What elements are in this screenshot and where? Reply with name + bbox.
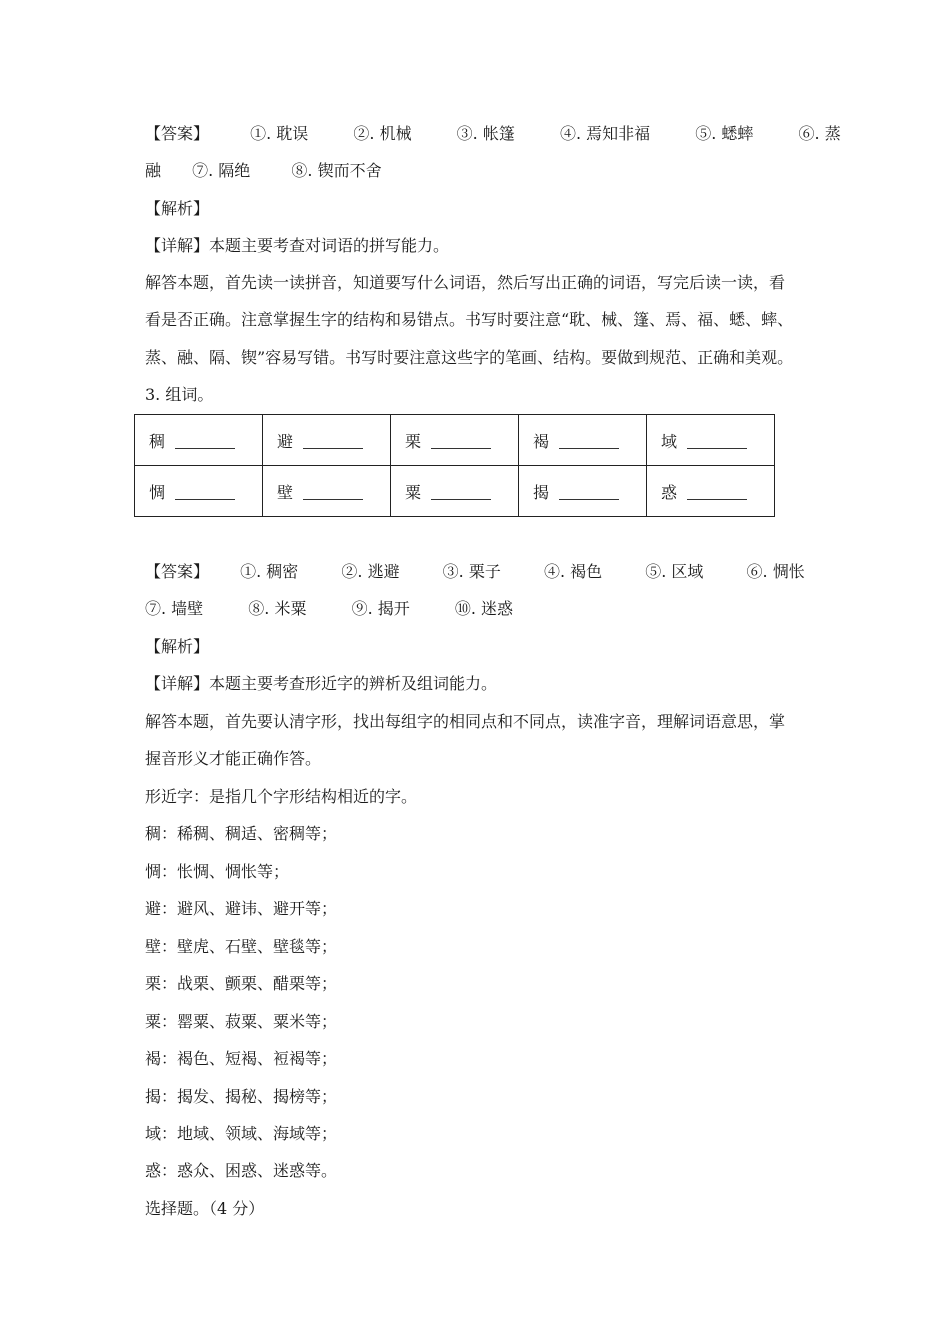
answer-item: ⑧. 米粟: [248, 599, 307, 618]
answer-line-2: [145, 598, 810, 620]
word-grid-table: [134, 414, 775, 517]
word-list-item: 壁：壁虎、石壁、壁毯等；: [145, 937, 338, 956]
paragraph: 解答本题，首先读一读拼音，知道要写什么词语，然后写出正确的词语，写完后读一读，看: [145, 273, 786, 292]
answer-item: ⑧. 锲而不舍: [291, 161, 382, 180]
table-cell: [263, 415, 391, 466]
table-cell: [135, 415, 263, 466]
table-cell: [647, 415, 775, 466]
cell-char: 惑: [661, 482, 678, 502]
paragraph: 解答本题，首先要认清字形，找出每组字的相同点和不同点，读准字音，理解词语意思，掌: [145, 712, 786, 731]
paragraph: 看是否正确。注意掌握生字的结构和易错点。书写时要注意“耽、械、篷、焉、福、蟋、蟀、: [145, 310, 794, 329]
cell-char: 惆: [149, 482, 166, 502]
word-list-item: 稠：稀稠、稠适、密稠等；: [145, 824, 338, 843]
answer-label: 【答案】: [145, 124, 210, 143]
word-list-item: 避：避风、避讳、避开等；: [145, 899, 338, 918]
analysis-label: 【解析】: [145, 199, 210, 218]
answer-item: ②. 机械: [353, 124, 412, 143]
answer-label: 【答案】: [145, 562, 210, 581]
cell-char: 壁: [277, 482, 294, 502]
answer-item: ③. 帐篷: [456, 124, 515, 143]
answer-item: ⑥. 蒸: [798, 124, 841, 143]
cell-char: 避: [277, 431, 294, 451]
word-list-item: 域：地域、领域、海域等；: [145, 1124, 338, 1143]
cell-char: 粟: [405, 482, 422, 502]
answer-item: ②. 逃避: [341, 562, 400, 581]
answer-blank[interactable]: [687, 436, 747, 449]
answer-item: ①. 耽误: [250, 124, 309, 143]
answer-item: ⑥. 惆怅: [746, 562, 805, 581]
answer-line-1: [145, 123, 841, 145]
table-cell: [391, 466, 519, 517]
word-list-item: 惑：惑众、困惑、迷惑等。: [145, 1161, 338, 1180]
table-cell: [263, 466, 391, 517]
answer-line-1: [145, 561, 810, 583]
answer-blank[interactable]: [303, 487, 363, 500]
cell-char: 域: [661, 431, 678, 451]
cell-char: 褐: [533, 431, 550, 451]
detail-text: 【详解】本题主要考查形近字的辨析及组词能力。: [145, 674, 498, 693]
table-cell: [647, 466, 775, 517]
word-list-item: 揭：揭发、揭秘、揭榜等；: [145, 1087, 338, 1106]
answer-item: ④. 焉知非福: [559, 124, 651, 143]
answer-blank[interactable]: [175, 436, 235, 449]
answer-item: ①. 稠密: [240, 562, 299, 581]
table-cell: [519, 415, 647, 466]
table-row: [135, 415, 775, 466]
answer-item: ⑤. 蟋蟀: [695, 124, 754, 143]
answer-blank[interactable]: [559, 487, 619, 500]
answer-item: 融: [145, 161, 162, 180]
answer-item: ④. 褐色: [543, 562, 603, 581]
cell-char: 揭: [533, 482, 550, 502]
answer-blank[interactable]: [431, 487, 491, 500]
cell-char: 稠: [149, 431, 166, 451]
detail-text: 【详解】本题主要考查对词语的拼写能力。: [145, 236, 450, 255]
answer-item: ⑦. 墙壁: [145, 599, 204, 618]
word-list-item: 栗：战栗、颤栗、醋栗等；: [145, 974, 338, 993]
answer-item: ⑦. 隔绝: [192, 161, 251, 180]
question-title: 3. 组词。: [145, 385, 214, 404]
word-list-item: 褐：褐色、短褐、裋褐等；: [145, 1049, 338, 1068]
table-cell: [391, 415, 519, 466]
answer-blank[interactable]: [303, 436, 363, 449]
answer-blank[interactable]: [175, 487, 235, 500]
answer-line-2: [145, 160, 810, 182]
paragraph: 蒸、融、隔、锲”容易写错。书写时要注意这些字的笔画、结构。要做到规范、正确和美观。: [145, 348, 794, 367]
paragraph: 握音形义才能正确作答。: [145, 749, 322, 768]
word-list-item: 惆：怅惆、惆怅等；: [145, 862, 290, 881]
word-list-item: 粟：罂粟、菽粟、粟米等；: [145, 1012, 338, 1031]
cell-char: 栗: [405, 431, 422, 451]
answer-item: ⑤. 区域: [645, 562, 704, 581]
answer-item: ③. 栗子: [442, 562, 501, 581]
table-cell: [519, 466, 647, 517]
answer-blank[interactable]: [559, 436, 619, 449]
answer-blank[interactable]: [431, 436, 491, 449]
analysis-label: 【解析】: [145, 637, 210, 656]
table-cell: [135, 466, 263, 517]
table-row: [135, 466, 775, 517]
next-question-title: 选择题。（4 分）: [145, 1199, 265, 1218]
answer-item: ⑨. 揭开: [351, 599, 410, 618]
definition-text: 形近字：是指几个字形结构相近的字。: [145, 787, 418, 806]
answer-blank[interactable]: [687, 487, 747, 500]
answer-item: ⑩. 迷惑: [454, 599, 514, 618]
